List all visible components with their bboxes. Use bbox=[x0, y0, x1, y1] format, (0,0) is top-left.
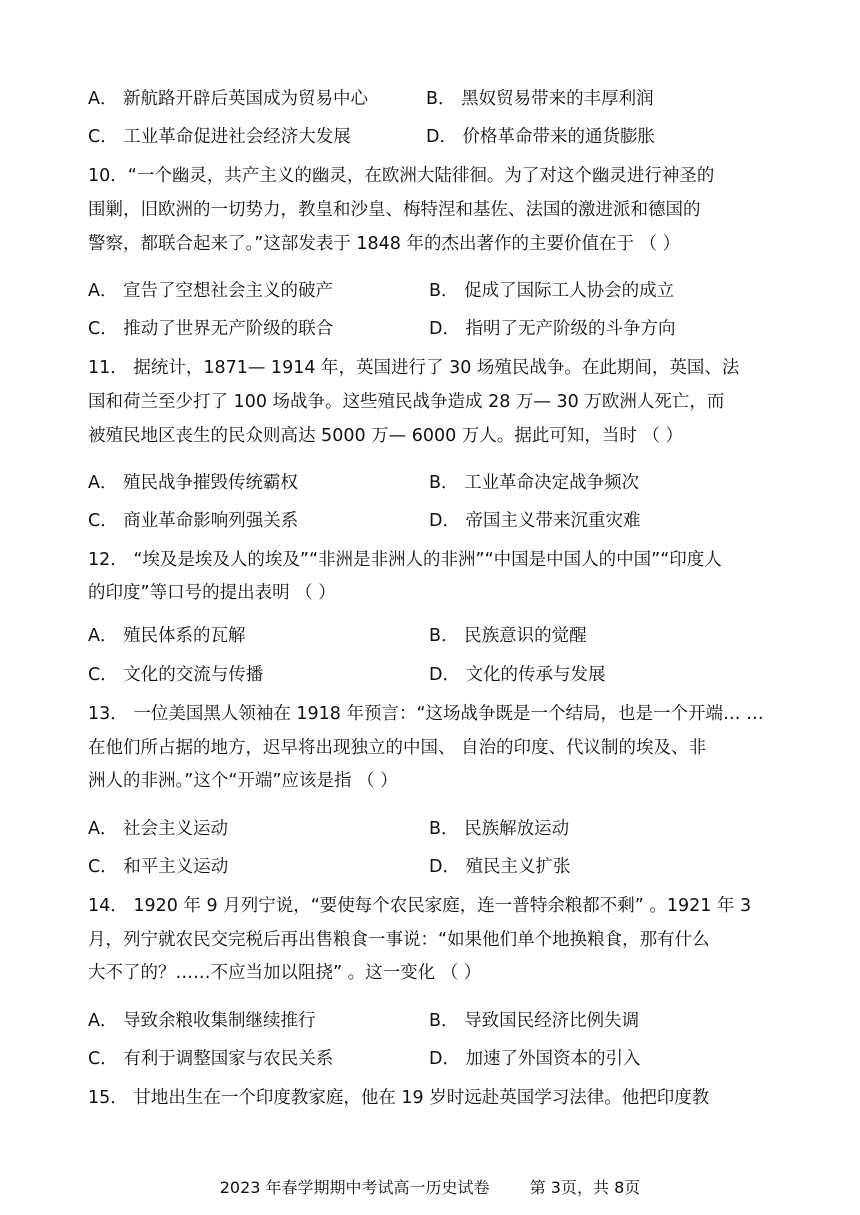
q11-stem-line-2: 国和荷兰至少打了 100 场战争。这些殖民战争造成 28 万— 30 万欧洲人死亡，而 bbox=[88, 392, 725, 412]
q11-option-a: A． 殖民战争摧毁传统霸权 bbox=[88, 473, 299, 493]
q10-option-c: C． 推动了世界无产阶级的联合 bbox=[88, 319, 334, 339]
q10-option-a: A． 宣告了空想社会主义的破产 bbox=[88, 281, 334, 301]
q12-options-row-1 bbox=[88, 621, 788, 651]
q9-options-row-1 bbox=[88, 84, 788, 114]
q12-options-row-2 bbox=[88, 660, 788, 690]
q12-option-c: C． 文化的交流与传播 bbox=[88, 665, 264, 685]
q12-option-d: D． 文化的传承与发展 bbox=[429, 665, 606, 685]
q14-option-a: A． 导致余粮收集制继续推行 bbox=[88, 1011, 316, 1031]
q14-option-c: C． 有利于调整国家与农民关系 bbox=[88, 1049, 334, 1069]
q9-option-c: C． 工业革命促进社会经济大发展 bbox=[88, 127, 351, 147]
q14-option-d: D． 加速了外国资本的引入 bbox=[429, 1049, 641, 1069]
q12-stem-line-2: 的印度”等口号的提出表明 （ ） bbox=[88, 583, 336, 603]
page-footer bbox=[0, 1176, 860, 1200]
q14-options-row-2 bbox=[88, 1044, 788, 1074]
q13-stem-line-1: 13． 一位美国黑人领袖在 1918 年预言：“这场战争既是一个结局，也是一个开端… … bbox=[88, 704, 764, 724]
q13-option-d: D． 殖民主义扩张 bbox=[429, 857, 571, 877]
q13-option-a: A． 社会主义运动 bbox=[88, 819, 229, 839]
q9-option-b: B． 黑奴贸易带来的丰厚利润 bbox=[426, 89, 654, 109]
q13-stem-line-3: 洲人的非洲。”这个“开端”应该是指 （ ） bbox=[88, 771, 398, 791]
q10-stem-line-2: 围剿，旧欧洲的一切势力，教皇和沙皇、梅特涅和基佐、法国的激进派和德国的 bbox=[88, 200, 701, 220]
q14-stem-line-1: 14． 1920 年 9 月列宁说，“要使每个农民家庭，连一普特余粮都不剩” 。1921 年 3 bbox=[88, 896, 752, 916]
footer-exam-title: 2023 年春学期期中考试高一历史试卷 bbox=[219, 1178, 490, 1197]
footer-page-number: 第 3页，共 8页 bbox=[529, 1178, 641, 1197]
q14-stem-line-2: 月，列宁就农民交完税后再出售粮食一事说：“如果他们单个地换粮食，那有什么 bbox=[88, 930, 710, 950]
q10-options-row-2 bbox=[88, 314, 788, 344]
q15-stem-line-1: 15． 甘地出生在一个印度教家庭，他在 19 岁时远赴英国学习法律。他把印度教 bbox=[88, 1088, 710, 1108]
q14-stem-line-3: 大不了的？……不应当加以阻挠” 。这一变化 （ ） bbox=[88, 963, 482, 983]
q9-options-row-2 bbox=[88, 122, 788, 152]
q10-stem-line-1: 10．“一个幽灵，共产主义的幽灵，在欧洲大陆徘徊。为了对这个幽灵进行神圣的 bbox=[88, 166, 715, 186]
q11-option-b: B． 工业革命决定战争频次 bbox=[429, 473, 640, 493]
q11-options-row-2 bbox=[88, 506, 788, 536]
q12-stem-line-1: 12． “埃及是埃及人的埃及”“非洲是非洲人的非洲”“中国是中国人的中国”“印度人 bbox=[88, 550, 722, 570]
q11-option-d: D． 帝国主义带来沉重灾难 bbox=[429, 511, 641, 531]
q9-option-d: D． 价格革命带来的通货膨胀 bbox=[426, 127, 656, 147]
q11-options-row-1 bbox=[88, 468, 788, 498]
q12-option-a: A． 殖民体系的瓦解 bbox=[88, 626, 246, 646]
q13-options-row-1 bbox=[88, 814, 788, 844]
q10-stem-line-3: 警察，都联合起来了。”这部发表于 1848 年的杰出著作的主要价值在于 （ ） bbox=[88, 234, 681, 254]
q12-option-b: B． 民族意识的觉醒 bbox=[429, 626, 587, 646]
q11-stem-line-3: 被殖民地区丧生的民众则高达 5000 万— 6000 万人。据此可知，当时 （ ） bbox=[88, 426, 683, 446]
q10-option-d: D． 指明了无产阶级的斗争方向 bbox=[429, 319, 676, 339]
q10-option-b: B． 促成了国际工人协会的成立 bbox=[429, 281, 675, 301]
q13-option-c: C． 和平主义运动 bbox=[88, 857, 229, 877]
q9-option-a: A． 新航路开辟后英国成为贸易中心 bbox=[88, 89, 369, 109]
q13-stem-line-2: 在他们所占据的地方，迟早将出现独立的中国、 自治的印度、代议制的埃及、非 bbox=[88, 738, 707, 758]
q10-options-row-1 bbox=[88, 276, 788, 306]
q11-option-c: C． 商业革命影响列强关系 bbox=[88, 511, 299, 531]
q13-option-b: B． 民族解放运动 bbox=[429, 819, 570, 839]
q13-options-row-2 bbox=[88, 852, 788, 882]
q14-options-row-1 bbox=[88, 1006, 788, 1036]
q11-stem-line-1: 11． 据统计，1871— 1914 年，英国进行了 30 场殖民战争。在此期间，英国、法 bbox=[88, 358, 740, 378]
q14-option-b: B． 导致国民经济比例失调 bbox=[429, 1011, 640, 1031]
